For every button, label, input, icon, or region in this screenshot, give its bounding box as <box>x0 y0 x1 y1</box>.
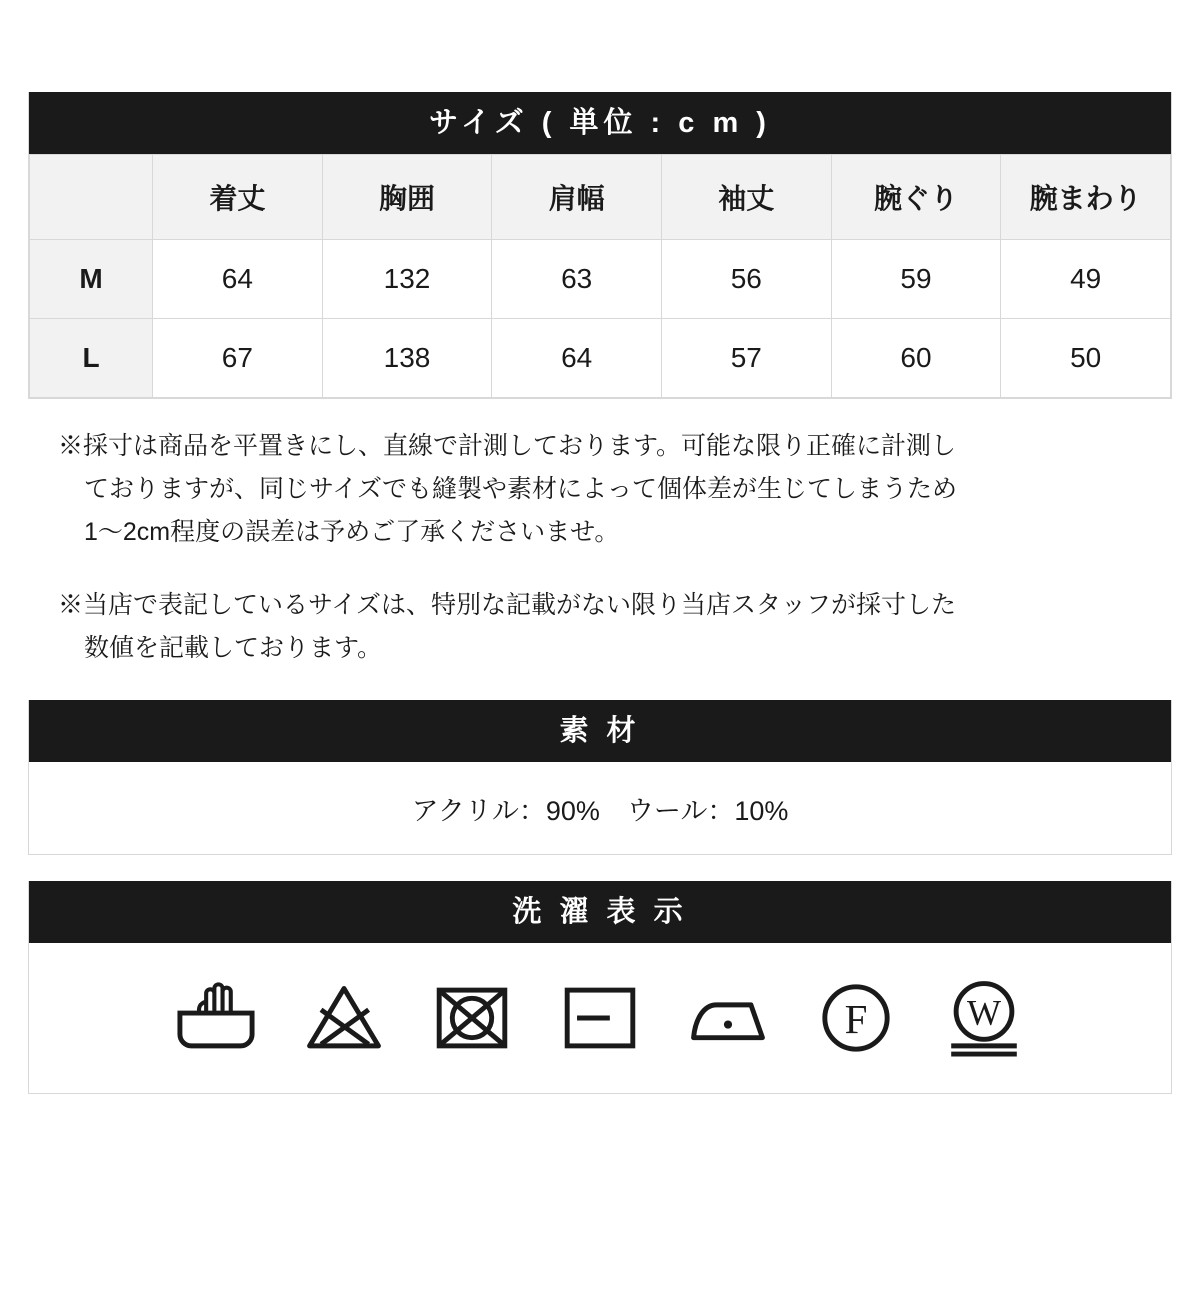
table-row <box>30 240 1171 319</box>
column-header-length: 着丈 <box>153 155 323 240</box>
cell-m-arm-circumference: 49 <box>1001 240 1171 319</box>
cell-l-shoulder: 64 <box>492 319 662 398</box>
column-header-sleeve: 袖丈 <box>661 155 831 240</box>
cell-l-length: 67 <box>153 319 323 398</box>
note-measurement <box>58 425 1142 554</box>
size-table-head <box>30 155 1171 240</box>
material-section <box>28 700 1172 855</box>
column-header-shoulder: 肩幅 <box>492 155 662 240</box>
column-header-arm-circumference: 腕まわり <box>1001 155 1171 240</box>
table-header-row <box>30 155 1171 240</box>
cell-m-sleeve: 56 <box>661 240 831 319</box>
note-staff-line2: 数値を記載しております。 <box>84 634 383 662</box>
notes-section <box>28 425 1172 670</box>
cell-m-length: 64 <box>153 240 323 319</box>
iron-low-icon <box>685 975 771 1061</box>
column-header-blank <box>30 155 153 240</box>
note-measurement-line1: ※採寸は商品を平置きにし、直線で計測しております。可能な限り正確に計測し <box>58 432 957 460</box>
note-measurement-line3: 1〜2cm程度の誤差は予めご了承くださいませ。 <box>84 518 620 546</box>
cell-m-bust: 132 <box>322 240 492 319</box>
wetclean-w-icon <box>941 975 1027 1061</box>
row-label-m: M <box>30 240 153 319</box>
wash-section <box>28 881 1172 1094</box>
cell-l-bust: 138 <box>322 319 492 398</box>
note-measurement-line2: ておりますが、同じサイズでも縫製や素材によって個体差が生じてしまうため <box>84 475 958 503</box>
cell-m-armhole: 59 <box>831 240 1001 319</box>
wash-icon-row <box>29 943 1171 1093</box>
size-guide-page <box>0 92 1200 1292</box>
material-section-title: 素 材 <box>29 700 1171 762</box>
column-header-bust: 胸囲 <box>322 155 492 240</box>
no-tumble-dry-icon <box>429 975 515 1061</box>
flat-dry-icon <box>557 975 643 1061</box>
size-section <box>28 92 1172 399</box>
dryclean-f-icon <box>813 975 899 1061</box>
table-row <box>30 319 1171 398</box>
row-label-l: L <box>30 319 153 398</box>
size-section-title: サイズ ( 単位 : c m ) <box>29 92 1171 154</box>
size-table <box>29 154 1171 398</box>
cell-l-arm-circumference: 50 <box>1001 319 1171 398</box>
cell-m-shoulder: 63 <box>492 240 662 319</box>
wash-section-title: 洗 濯 表 示 <box>29 881 1171 943</box>
size-table-body <box>30 240 1171 398</box>
cell-l-armhole: 60 <box>831 319 1001 398</box>
hand-wash-icon <box>173 975 259 1061</box>
no-bleach-icon <box>301 975 387 1061</box>
material-value: アクリル：90% ウール：10% <box>29 762 1171 854</box>
cell-l-sleeve: 57 <box>661 319 831 398</box>
note-staff-line1: ※当店で表記しているサイズは、特別な記載がない限り当店スタッフが採寸した <box>58 591 957 619</box>
svg-text:W: W <box>966 992 1002 1033</box>
svg-text:F: F <box>844 995 868 1042</box>
column-header-armhole: 腕ぐり <box>831 155 1001 240</box>
note-staff <box>58 584 1142 670</box>
